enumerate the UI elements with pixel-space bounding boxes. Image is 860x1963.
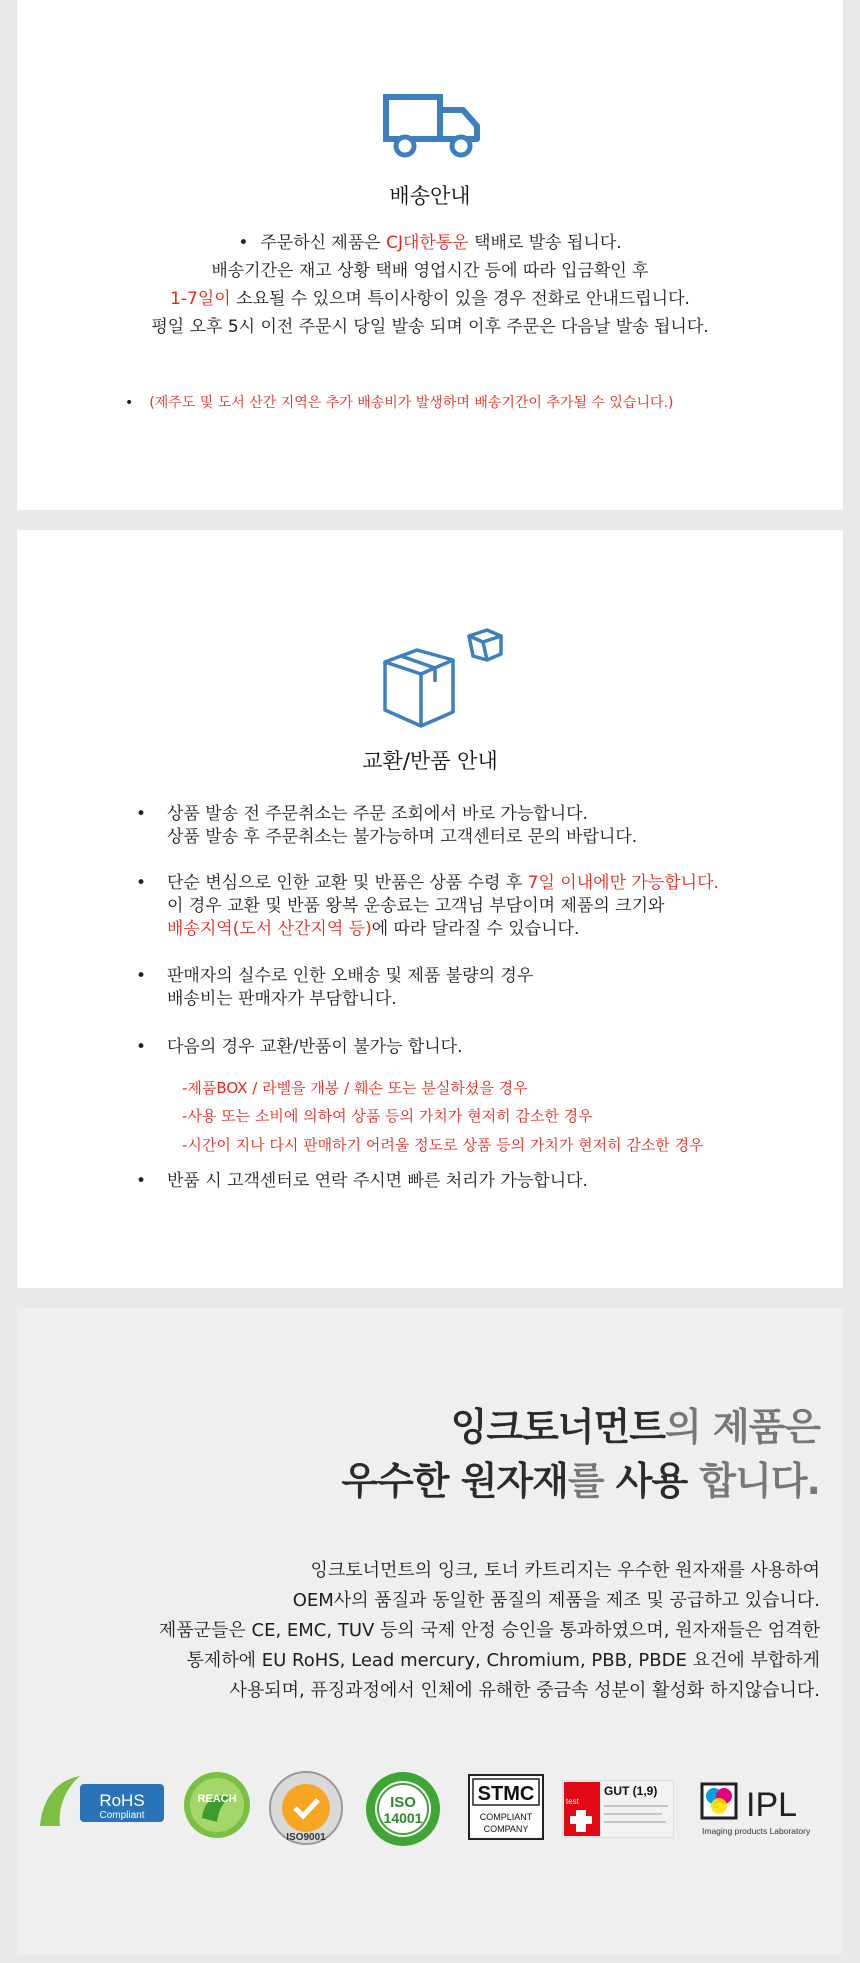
exchange-item-contact: • 반품 시 고객센터로 연락 주시면 빠른 처리가 가능합니다. xyxy=(136,1171,588,1191)
shipping-cutoff-line: 평일 오후 5시 이전 주문시 당일 발송 되며 이후 주문은 다음날 발송 됩니다. xyxy=(151,317,709,337)
reach-label: REACH xyxy=(197,1793,237,1805)
exchange-item-change-of-mind: • 단순 변심으로 인한 교환 및 반품은 상품 수령 후 7일 이내에만 가능합니다. 이 경우 교환 및 반품 왕복 운송료는 고객님 부담이며 제품의 크기와 배송지역(도서 산간지역 등)에 따라 달라질 수 있습니다. xyxy=(136,873,719,939)
exchange-info-panel xyxy=(17,530,843,1288)
exchange-item-seller-error: • 판매자의 실수로 인한 오배송 및 제품 불량의 경우 배송비는 판매자가 부담합니다. xyxy=(136,966,534,1009)
quality-body-line4: 통제하에 EU RoHS, Lead mercury, Chromium, PBB, PBDE 요건에 부합하게 xyxy=(186,1650,820,1671)
carrier-name: CJ대한통운 xyxy=(386,233,469,253)
shipping-duration-line: 1-7일이 소요될 수 있으며 특이사항이 있을 경우 전화로 안내드립니다. xyxy=(170,289,690,309)
shipping-extra-note: • (제주도 및 도서 산간 지역은 추가 배송비가 발생하며 배송기간이 추가될 수 있습니다.) xyxy=(125,395,674,411)
quality-body-line1: 잉크토너먼트의 잉크, 토너 카트리지는 우수한 원자재를 사용하여 xyxy=(310,1560,820,1581)
rohs-sublabel: Compliant xyxy=(99,1810,145,1821)
iso14001-label: ISO xyxy=(390,1794,416,1811)
iso9001-label: ISO9001 xyxy=(286,1832,326,1843)
rohs-logo xyxy=(36,1770,168,1830)
region-highlight: 배송지역(도서 산간지역 등) xyxy=(167,919,372,939)
shipping-period-line: 배송기간은 재고 상황 택배 영업시간 등에 따라 입금확인 후 xyxy=(211,261,649,281)
stmc-compliant: COMPLIANT xyxy=(479,1812,533,1822)
boxes-icon xyxy=(381,622,521,732)
ipl-sublabel: Imaging products Laboratory xyxy=(702,1826,811,1836)
exchange-item-cancel: • 상품 발송 전 주문취소는 주문 조회에서 바로 가능합니다. 상품 발송 후 주문취소는 불가능하며 고객센터로 문의 바랍니다. xyxy=(136,804,638,847)
stiftung-warentest-logo xyxy=(562,1780,674,1838)
shipping-title: 배송안내 xyxy=(389,184,471,208)
quality-body-line3: 제품군들은 CE, EMC, TUV 등의 국제 안정 승인을 통과하였으며, 원자재들은 엄격한 xyxy=(158,1620,820,1641)
iso14001-logo xyxy=(362,1770,444,1848)
quality-body-line5: 사용되며, 퓨징과정에서 인체에 유해한 중금속 성분이 활성화 하지않습니다. xyxy=(229,1680,820,1701)
ipl-label: IPL xyxy=(746,1786,798,1824)
rohs-label: RoHS xyxy=(99,1791,145,1810)
condition-opened: -제품BOX / 라벨을 개봉 / 훼손 또는 분실하셨을 경우 xyxy=(182,1079,528,1097)
stmc-label: STMC xyxy=(477,1783,535,1805)
quality-body-line2: OEM사의 품질과 동일한 품질의 제품을 제조 및 공급하고 있습니다. xyxy=(292,1590,820,1611)
stmc-logo xyxy=(468,1774,544,1840)
iso14001-number: 14001 xyxy=(383,1810,423,1826)
ipl-logo xyxy=(700,1780,820,1842)
quality-heading-line2: 우수한 원자재를 사용 합니다. xyxy=(341,1459,820,1503)
condition-time: -시간이 지나 다시 판매하기 어려울 정도로 상품 등의 가치가 현저히 감소한 경우 xyxy=(182,1136,704,1154)
shipping-info-panel xyxy=(17,0,843,510)
exchange-item-not-allowed: • 다음의 경우 교환/반품이 불가능 합니다. xyxy=(136,1037,463,1057)
seven-day-highlight: 7일 이내에만 가능합니다. xyxy=(527,873,719,893)
warentest-test-label: test xyxy=(566,1797,579,1806)
stmc-company: COMPANY xyxy=(483,1824,529,1834)
gut-score: GUT (1,9) xyxy=(604,1784,658,1798)
shipping-carrier-line: • 주문하신 제품은 CJ대한통운 택배로 발송 됩니다. xyxy=(238,233,622,253)
reach-logo xyxy=(182,1770,252,1840)
truck-icon xyxy=(383,92,489,158)
quality-heading-line1: 잉크토너먼트의 제품은 xyxy=(450,1405,820,1449)
condition-used: -사용 또는 소비에 의하여 상품 등의 가치가 현저히 감소한 경우 xyxy=(182,1107,593,1125)
iso9001-logo xyxy=(268,1770,344,1846)
quality-panel xyxy=(17,1308,843,1953)
duration-highlight: 1-7일이 xyxy=(170,289,231,309)
exchange-title: 교환/반품 안내 xyxy=(362,749,498,773)
